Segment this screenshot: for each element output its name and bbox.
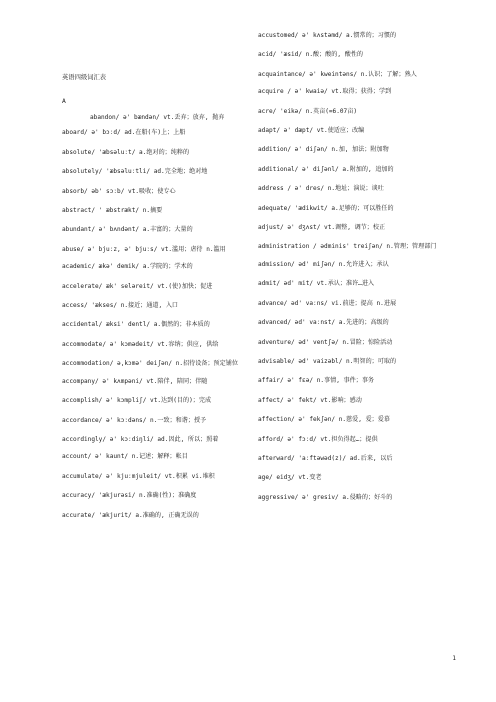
vocab-entry: accomplish/ ə' kɔmpliʃ/ vt.达到(目的)；完成 <box>62 397 212 405</box>
vocab-entry: absolute/ 'æbsəluːt/ a.绝对的；纯粹的 <box>62 148 190 156</box>
vocab-entry: advanced/ əd' vaːnst/ a.先进的；高级的 <box>258 319 389 327</box>
vocab-entry: adventure/ əd' ventʃə/ n.冒险；惊险活动 <box>258 338 393 346</box>
vocab-entry: advance/ əd' vaːns/ vi.前进；提高 n.进展 <box>258 299 397 307</box>
vocab-entry: abuse/ ə' bjuːz, ə' bjuːs/ vt.滥用；虐待 n.滥用 <box>62 245 226 253</box>
vocab-entry: abundant/ ə' bʌndənt/ a.丰富的；大量的 <box>62 226 193 234</box>
vocab-entry: afterward/ 'aːftəwəd(z)/ ad.后来, 以后 <box>258 454 393 462</box>
vocab-entry: accurate/ 'ækjurit/ a.准确的, 正确无误的 <box>62 511 199 519</box>
vocab-entry: accelerate/ æk' seləreit/ vt.(使)加快；促进 <box>62 282 213 290</box>
vocab-entry: afford/ ə' fɔːd/ vt.担负得起…；提供 <box>258 435 378 443</box>
vocab-entry: acid/ 'æsid/ n.酸；酸的, 酸性的 <box>258 51 364 59</box>
vocab-entry: accommodate/ ə' kɔmədeit/ vt.容纳；供应, 供给 <box>62 340 219 348</box>
vocab-entry: addition/ ə' diʃən/ n.加, 加法；附加物 <box>258 146 389 154</box>
vocab-entry: access/ 'ækses/ n.接近；通道, 入口 <box>62 302 179 310</box>
vocab-entry: academic/ ækə' demik/ a.学院的；学术的 <box>62 263 193 271</box>
vocab-entry: affection/ ə' fekʃən/ n.慈爱, 爱；爱慕 <box>258 416 390 424</box>
vocab-entry: absolutely/ 'æbsəluːtli/ ad.完全地；绝对地 <box>62 168 208 176</box>
vocab-entry: advisable/ əd' vaizəbl/ n.明智的；可取的 <box>258 357 397 365</box>
vocab-entry: abstract/ ' æbstrækt/ n.摘要 <box>62 207 163 215</box>
vocab-entry: acquire / ə' kwaiə/ vt.取得；获得；学到 <box>258 88 392 96</box>
section-letter: A <box>62 98 66 105</box>
vocab-entry: admission/ əd' miʃən/ n.允许进入；承认 <box>258 260 389 268</box>
page-title: 英语四级词汇表 <box>62 74 107 81</box>
left-column <box>62 113 248 520</box>
vocab-entry: aboard/ ə' bɔːd/ ad.在船(车)上；上船 <box>62 129 186 137</box>
vocab-entry: accordance/ ə' kɔːdəns/ n.一致；和谐；授予 <box>62 416 207 424</box>
vocab-entry: absorb/ əb' sɔːb/ vt.吸收；使专心 <box>62 187 176 195</box>
right-column <box>258 31 462 502</box>
vocab-entry: admit/ əd' mit/ vt.承认；准许…进入 <box>258 280 375 288</box>
vocab-entry: administration / ədminis' treiʃən/ n.管理；管理部门 <box>258 243 437 251</box>
vocab-entry: abandon/ ə' bændən/ vt.丢弃；放弃, 抛弃 <box>90 114 225 121</box>
vocab-entry: accidental/ æksi' dentl/ a.偶然的；非本质的 <box>62 321 210 329</box>
vocab-entry: accordingly/ ə' kɔːdiŋli/ ad.因此, 所以；照着 <box>62 435 219 443</box>
vocab-entry: aggressive/ ə' gresiv/ a.侵略的；好斗的 <box>258 493 393 501</box>
vocab-entry: address / ə' dres/ n.地址；演说；谈吐 <box>258 185 384 193</box>
vocab-entry: acre/ 'eikə/ n.英亩(=6.07亩) <box>258 107 357 115</box>
vocab-entry: accompany/ ə' kʌmpəni/ vt.陪伴, 陪同；伴随 <box>62 377 208 385</box>
vocab-entry: acquaintance/ ə' kweintəns/ n.认识；了解；熟人 <box>258 70 417 78</box>
vocab-entry: accuracy/ 'ækjurəsi/ n.准确(性)；准确度 <box>62 492 197 500</box>
vocab-entry: account/ ə' kaunt/ n.记述；解释；帐目 <box>62 453 188 461</box>
vocab-entry: accumulate/ ə' kjuːmjuleit/ vt.积累 vi.堆积 <box>62 472 215 480</box>
vocab-entry: adequate/ 'ædikwit/ a.足够的；可以胜任的 <box>258 204 394 212</box>
vocab-entry: additional/ ə' diʃənl/ a.附加的, 追加的 <box>258 165 394 173</box>
vocab-entry: affair/ ə' fɛə/ n.事情, 事件；事务 <box>258 377 375 385</box>
vocab-entry: adapt/ ə' dæpt/ vt.使适应；改编 <box>258 127 365 135</box>
vocab-entry: affect/ ə' fekt/ vt.影响；感动 <box>258 396 362 404</box>
vocab-entry: accustomed/ ə' kʌstəmd/ a.惯常的；习惯的 <box>258 32 397 39</box>
vocab-entry: age/ eidʒ/ vt.变老 <box>258 474 322 482</box>
vocab-entry: adjust/ ə' dʒʌst/ vt.调整, 调节；校正 <box>258 224 386 232</box>
vocab-entry: accommodation/ ə,kɔmə' deiʃən/ n.招待设备；预定铺位 <box>62 360 238 368</box>
page-number: 1 <box>452 655 456 662</box>
